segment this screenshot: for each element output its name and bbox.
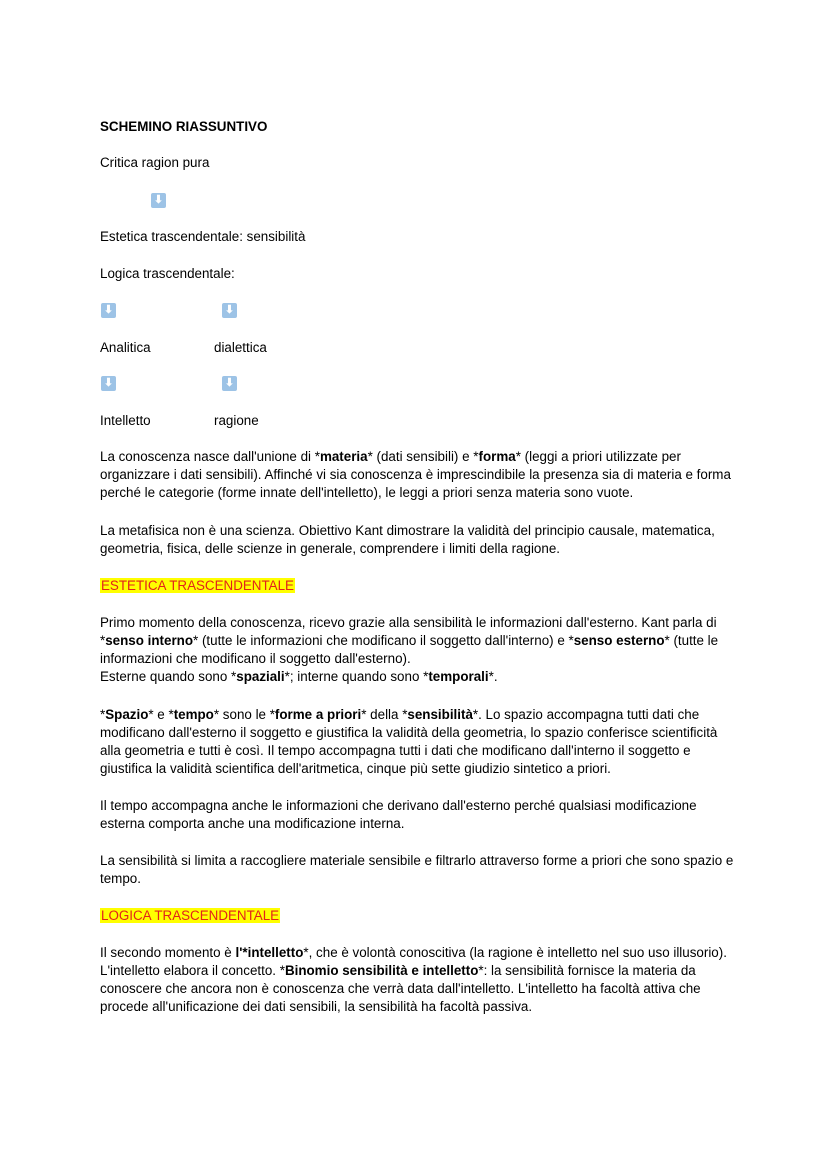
document-title: SCHEMINO RIASSUNTIVO [100,119,268,134]
schema-dialettica: dialettica [214,340,267,355]
down-arrow-icon: ⬇ [222,303,237,318]
schema-intelletto: Intelletto [100,413,151,428]
schema-critica: Critica ragion pura [100,155,210,170]
estetica-paragraph-4: La sensibilità si limita a raccogliere materiale sensibile e filtrarlo attraverso forme a priori che sono spazio e tempo. [100,853,734,886]
estetica-paragraph-3: Il tempo accompagna anche le informazioni che derivano dall'esterno perché qualsiasi modificazione esterna comporta anche una modificazione interna. [100,798,697,831]
estetica-paragraph-1: Primo momento della conoscenza, ricevo grazie alla sensibilità le informazioni dall'esterno. Kant parla di *senso interno* (tutte le informazioni che modificano il soggetto dall'interno) e *senso esterno* (tutte le informazioni che modificano il soggetto dall'esterno). Esterne quando sono *spaziali*; interne quando sono *temporali*. [100,615,719,684]
down-arrow-icon: ⬇ [151,193,166,208]
down-arrow-icon: ⬇ [101,303,116,318]
down-arrow-icon: ⬇ [222,376,237,391]
down-arrow-icon: ⬇ [101,376,116,391]
section-heading-logica: LOGICA TRASCENDENTALE [101,908,280,923]
intro-paragraph-1: La conoscenza nasce dall'unione di *materia* (dati sensibili) e *forma* (leggi a priori utilizzate per organizzare i dati sensibili). Affinché vi sia conoscenza è imprescindibile la presenza sia di materia e forma perché le categorie (forme innate dell'intelletto), le leggi a priori senza materia sono vuote. [100,449,731,500]
estetica-paragraph-2: *Spazio* e *tempo* sono le *forme a priori* della *sensibilità*. Lo spazio accompagna tutti dati che modificano dall'esterno il soggetto e giustifica la validità della geometria, lo spazio conferisce scientificità alla geometria e tutti è così. Il tempo accompagna tutti i dati che modificano dall'interno il soggetto e giustifica la validità scientifica dell'aritmetica, cinque più sette giudizio sintetico a priori. [100,707,718,776]
schema-analitica: Analitica [100,340,151,355]
schema-logica: Logica trascendentale: [100,266,235,281]
intro-paragraph-2: La metafisica non è una scienza. Obiettivo Kant dimostrare la validità del principio causale, matematica, geometria, fisica, delle scienze in generale, comprendere i limiti della ragione. [100,523,715,556]
logica-paragraph-1: Il secondo momento è l'*intelletto*, che è volontà conoscitiva (la ragione è intelletto nel suo uso illusorio). L'intelletto elabora il concetto. *Binomio sensibilità e intelletto*: la sensibilità fornisce la materia da conoscere che ancora non è conoscenza che verrà data dall'intelletto. L'intelletto ha facoltà attiva che procede all'unificazione dei dati sensibili, la sensibilità ha facoltà passiva. [100,945,727,1014]
schema-ragione: ragione [214,413,259,428]
schema-estetica: Estetica trascendentale: sensibilità [100,229,306,244]
section-heading-estetica: ESTETICA TRASCENDENTALE [101,578,294,593]
